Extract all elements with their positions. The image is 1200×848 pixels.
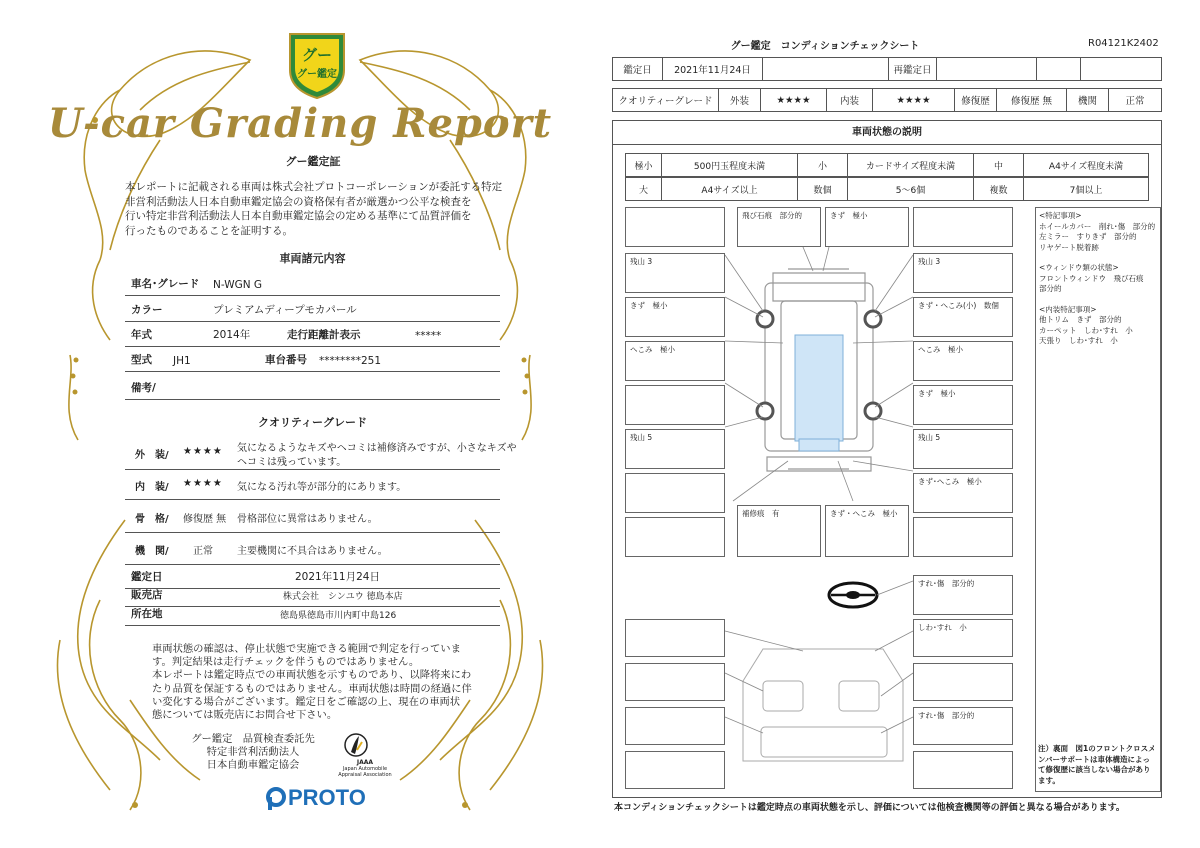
size-desc: 500円玉程度未満 [662, 154, 798, 176]
date-row [612, 57, 1162, 81]
callout-left-1: 残山 3 [625, 253, 725, 293]
grade-row-exterior: 外 装/ ★★★★ 気になるようなキズやヘコミは補修済みですが、小さなキズや ヘコミは残っています。 [125, 432, 500, 470]
callout-box [625, 707, 725, 745]
size-key: 小 [798, 154, 848, 176]
spec-heading: 車両諸元内容 [279, 252, 346, 265]
exterior-value: ★★★★ [761, 89, 827, 111]
empty-cell [1081, 58, 1161, 80]
dealer-row: 販売店 株式会社 シンユウ 徳島本店 [125, 589, 500, 607]
spec-row-year: 年式 2014年 走行距離計表示 ***** [125, 322, 500, 347]
size-desc: 7個以上 [1069, 185, 1103, 196]
callout-left-3: へこみ 極小 [625, 341, 725, 381]
callout-right-5: 残山 5 [913, 429, 1013, 469]
grade-row-engine: 機 関/ 正常 主要機関に不具合はありません。 [125, 533, 500, 565]
goo-kantei-badge-icon [286, 30, 348, 100]
size-desc: 5～6個 [848, 178, 974, 200]
repair-history-label: 修復歴 [955, 89, 997, 111]
grade-row-interior: 内 装/ ★★★★ 気になる汚れ等が部分的にあります。 [125, 470, 500, 500]
callout-box [625, 517, 725, 557]
report-title: U-car Grading Report [47, 100, 553, 147]
jaaa-logo-icon [343, 732, 369, 760]
organization-block: グー鑑定 品質検査委託先 特定非営利活動法人 日本自動車鑑定協会 [191, 733, 315, 771]
appraisal-date-label: 鑑定日 [613, 58, 663, 80]
sheet-footer: 本コンディションチェックシートは鑑定時点の車両状態を示し、評価については他検査機関等の評価と異なる場合があります。 [614, 803, 1125, 813]
explanation-title: 車両状態の説明 [613, 121, 1161, 145]
certificate-notes: 車両状態の確認は、停止状態で実施できる範囲で判定を行っていま す。判定結果は走行チェックを伴うものではありません。 本レポートは鑑定時点での車両状態を示すものであり、以降将来にわ たり品質を保証するものではありません。車両状態は時間の経過に伴 い変化する場合がございます。鑑定日をご確認の上、現在の車両状 態については販売店にお問合せ下さい。 [152, 643, 472, 722]
callout-box [913, 517, 1013, 557]
size-key: 数個 [798, 178, 848, 200]
grade-heading: クオリティーグレード [258, 416, 367, 429]
certificate-intro: 本レポートに記載される車両は株式会社プロトコーポレーションが委託する特定 非営利活動法人日本自動車鑑定協会の資格保有者が厳選かつ公平な検査を 行い特定非営利活動法人日本自動車鑑定協会の定める基準にて品質評価を 行ったものであることを証明する。 [125, 181, 503, 237]
quality-grade-label: クオリティーグレード [613, 89, 719, 111]
sheet-code: R04121K2402 [1088, 38, 1159, 49]
callout-interior-2: すれ･傷 部分的 [913, 707, 1013, 745]
callout-box [913, 751, 1013, 789]
callout-box [625, 207, 725, 247]
spec-row-color: カラー プレミアムディープモカパール [125, 296, 500, 322]
callout-left-2: きず 極小 [625, 297, 725, 337]
address-row: 所在地 徳島県徳島市川内町中島126 [125, 607, 500, 626]
empty-cell [763, 58, 889, 80]
empty-cell [1037, 58, 1081, 80]
bottom-note: 注）裏面 図1のフロントクロスメ ンバーサポートは車体構造によっ て修復歴に該当しない場合があり ます。 [1038, 744, 1156, 785]
repair-history-value: 修復歴 無 [997, 89, 1067, 111]
jaaa-caption: JAAA Japan Automobile Appraisal Association [338, 759, 392, 778]
callout-right-3: へこみ 極小 [913, 341, 1013, 381]
spec-row-model: 型式 JH1 車台番号 ********251 [125, 347, 500, 372]
grade-summary-row [612, 88, 1162, 112]
reappraisal-date-label: 再鑑定日 [889, 58, 937, 80]
grade-row-frame: 骨 格/ 修復歴 無 骨格部位に異常はありません。 [125, 500, 500, 533]
interior-value: ★★★★ [873, 89, 955, 111]
svg-text:グー鑑定: グー鑑定 [297, 69, 337, 80]
callout-right-4: きず 極小 [913, 385, 1013, 425]
size-key: 大 [626, 178, 662, 200]
callout-rear-left: 補修痕 有 [737, 505, 821, 557]
callout-box [625, 619, 725, 657]
appraisal-date-value: 2021年11月24日 [663, 58, 763, 80]
proto-logo-icon [266, 787, 286, 811]
callout-front-left: 飛び石痕 部分的 [737, 207, 821, 247]
proto-logo: PROTO [288, 785, 366, 810]
engine-label: 機関 [1067, 89, 1109, 111]
condition-check-sheet [600, 0, 1200, 848]
engine-value: 正常 [1125, 96, 1145, 107]
svg-text:グー: グー [301, 47, 333, 64]
callout-box [625, 663, 725, 701]
callout-front-right: きず 極小 [825, 207, 909, 247]
exterior-label: 外装 [719, 89, 761, 111]
callout-right-2: きず・へこみ(小) 数個 [913, 297, 1013, 337]
size-desc: A4サイズ以上 [662, 178, 798, 200]
callout-box [913, 663, 1013, 701]
interior-label: 内装 [827, 89, 873, 111]
spec-row-remarks: 備考/ [125, 372, 500, 400]
callout-box [625, 385, 725, 425]
callout-steering: すれ･傷 部分的 [913, 575, 1013, 615]
size-key: 複数 [974, 178, 1024, 200]
callout-left-5: 残山 5 [625, 429, 725, 469]
special-notes: <特記事項> ホイールカバー 削れ･傷 部分的 左ミラー すりきず 部分的 リヤゲート脱着跡 <ウィンドウ類の状態> フロントウィンドウ 飛び石痕 部分的 <内装特記事項> 他トリム きず 部分的 カーペット しわ･すれ 小 天張り しわ･すれ 小 [1035, 207, 1161, 792]
certificate-subtitle: グー鑑定証 [285, 155, 341, 168]
size-key: 中 [974, 154, 1024, 176]
callout-box [625, 473, 725, 513]
size-key: 極小 [626, 154, 662, 176]
callout-box [625, 751, 725, 789]
callout-rear-right: きず・へこみ 極小 [825, 505, 909, 557]
sheet-title: グー鑑定 コンディションチェックシート [730, 41, 920, 52]
appraisal-date-row: 鑑定日 2021年11月24日 [125, 565, 500, 589]
callout-right-6: きず･へこみ 極小 [913, 473, 1013, 513]
steering-wheel-icon [829, 583, 877, 607]
reappraisal-date-value [937, 58, 1037, 80]
size-desc: A4サイズ程度未満 [1048, 161, 1124, 172]
size-desc: カードサイズ程度未満 [848, 154, 974, 176]
callout-interior-1: しわ･すれ 小 [913, 619, 1013, 657]
callout-box [913, 207, 1013, 247]
callout-right-1: 残山 3 [913, 253, 1013, 293]
condition-explanation [612, 120, 1162, 798]
spec-row-name: 車名･グレード N-WGN G [125, 272, 500, 296]
